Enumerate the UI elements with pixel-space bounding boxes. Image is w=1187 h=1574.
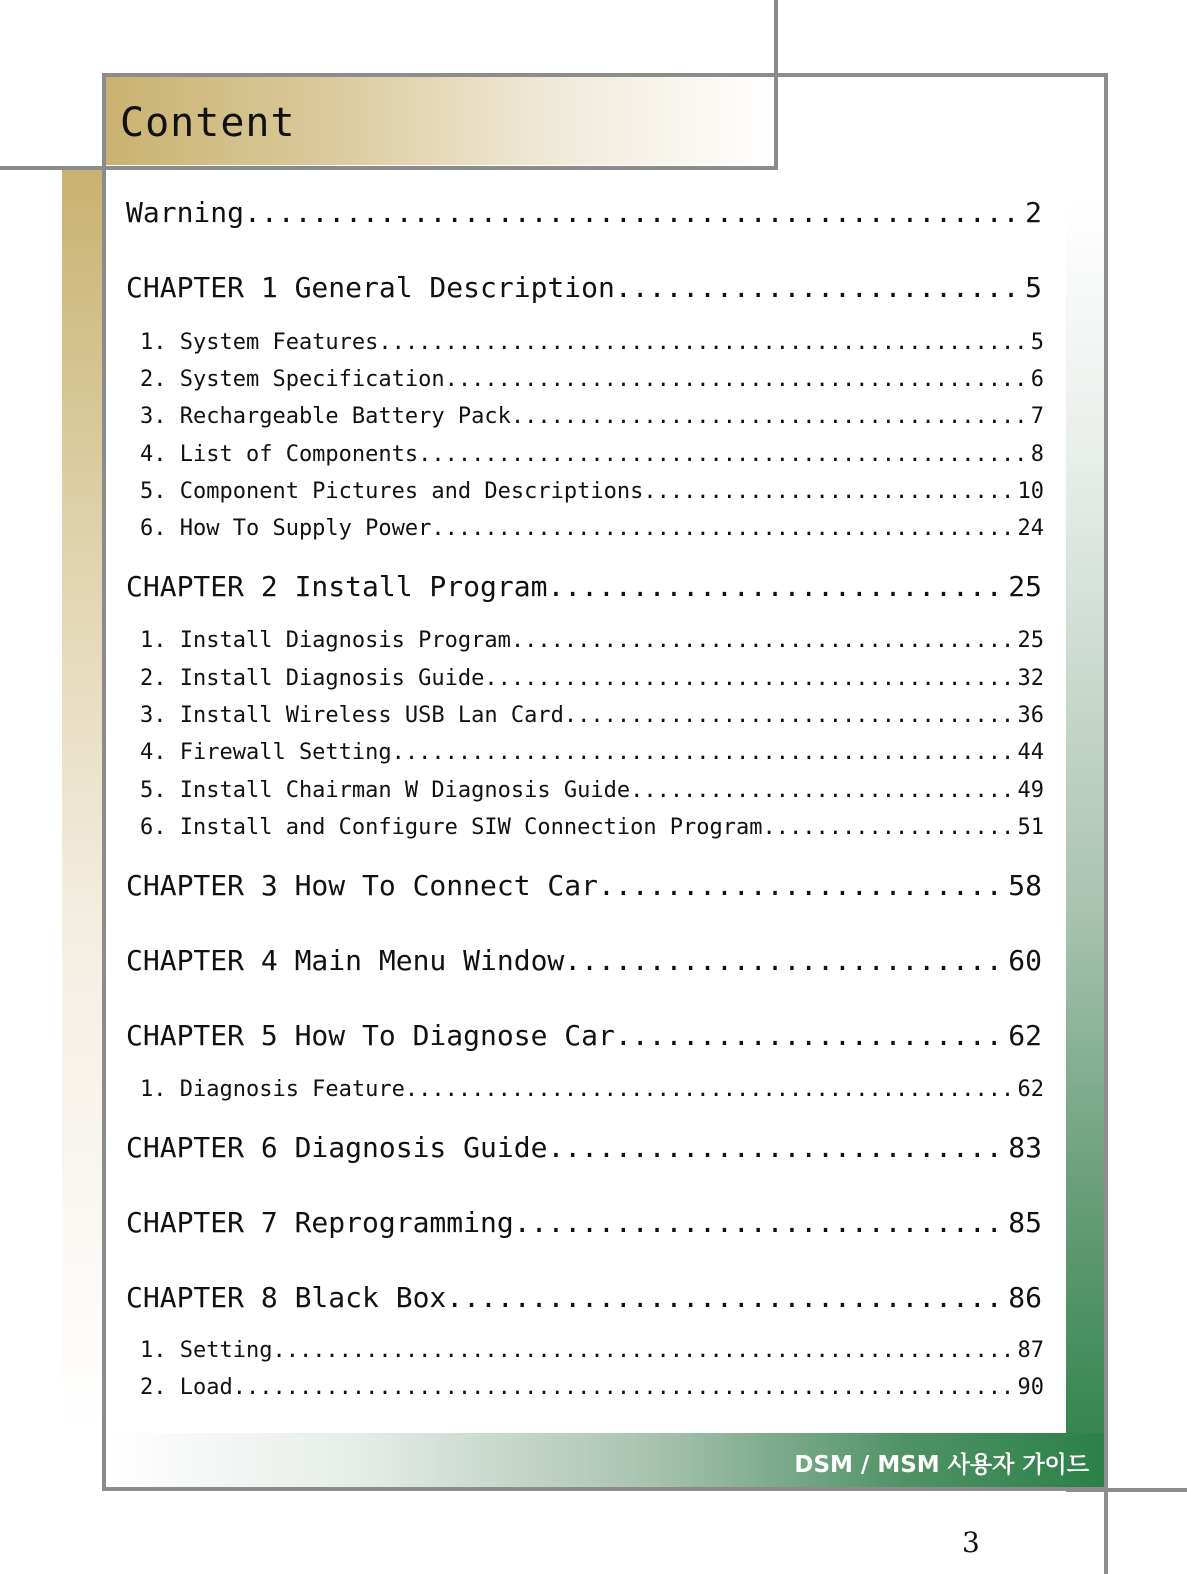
toc-entry[interactable]: CHAPTER 7 Reprogramming ..... 85 [126, 1206, 1042, 1246]
toc-entry[interactable]: CHAPTER 5 How To Diagnose Car ..... 62 [126, 1019, 1042, 1059]
toc-entry[interactable]: 3. Install Wireless USB Lan Card ..... 36 [140, 703, 1044, 735]
toc-entry[interactable]: CHAPTER 8 Black Box ..... 86 [126, 1281, 1042, 1321]
toc-entry[interactable]: CHAPTER 1 General Description ..... 5 [126, 271, 1042, 311]
frame-line-bottom-right-vertical [1104, 1488, 1108, 1574]
page-number: 3 [962, 1526, 980, 1559]
toc-entry[interactable]: 6. Install and Configure SIW Connection Program ..... 51 [140, 815, 1044, 847]
toc-entry[interactable]: 1. Setting ..... 87 [140, 1338, 1044, 1370]
toc-entry[interactable]: CHAPTER 2 Install Program ..... 25 [126, 570, 1042, 610]
toc-entry[interactable]: 2. Load ..... 90 [140, 1375, 1044, 1407]
toc-entry[interactable]: CHAPTER 6 Diagnosis Guide ..... 83 [126, 1131, 1042, 1171]
left-gradient-bar [62, 170, 102, 1430]
toc-entry[interactable]: CHAPTER 3 How To Connect Car ..... 58 [126, 869, 1042, 909]
toc-entry[interactable]: 1. Install Diagnosis Program ..... 25 [140, 628, 1044, 660]
footer-guide-title: DSM / MSM 사용자 가이드 [794, 1452, 1089, 1478]
toc-entry[interactable]: 2. System Specification ..... 6 [140, 367, 1044, 399]
toc-entry[interactable]: 1. System Features ..... 5 [140, 330, 1044, 362]
toc-entry[interactable]: Warning ..... 2 [126, 196, 1042, 236]
toc-entry[interactable]: 6. How To Supply Power ..... 24 [140, 516, 1044, 548]
page-title: Content [120, 100, 296, 146]
toc-entry[interactable]: 3. Rechargeable Battery Pack ..... 7 [140, 404, 1044, 436]
toc-entry[interactable]: 2. Install Diagnosis Guide ..... 32 [140, 666, 1044, 698]
toc-entry[interactable]: 4. List of Components ..... 8 [140, 442, 1044, 474]
toc-entry[interactable]: CHAPTER 4 Main Menu Window ..... 60 [126, 944, 1042, 984]
toc-entry[interactable]: 5. Component Pictures and Descriptions ..... 10 [140, 479, 1044, 511]
toc-entry[interactable]: 5. Install Chairman W Diagnosis Guide ..... 49 [140, 778, 1044, 810]
toc-entry[interactable]: 1. Diagnosis Feature ..... 62 [140, 1077, 1044, 1109]
toc-entry[interactable]: 4. Firewall Setting ..... 44 [140, 740, 1044, 772]
